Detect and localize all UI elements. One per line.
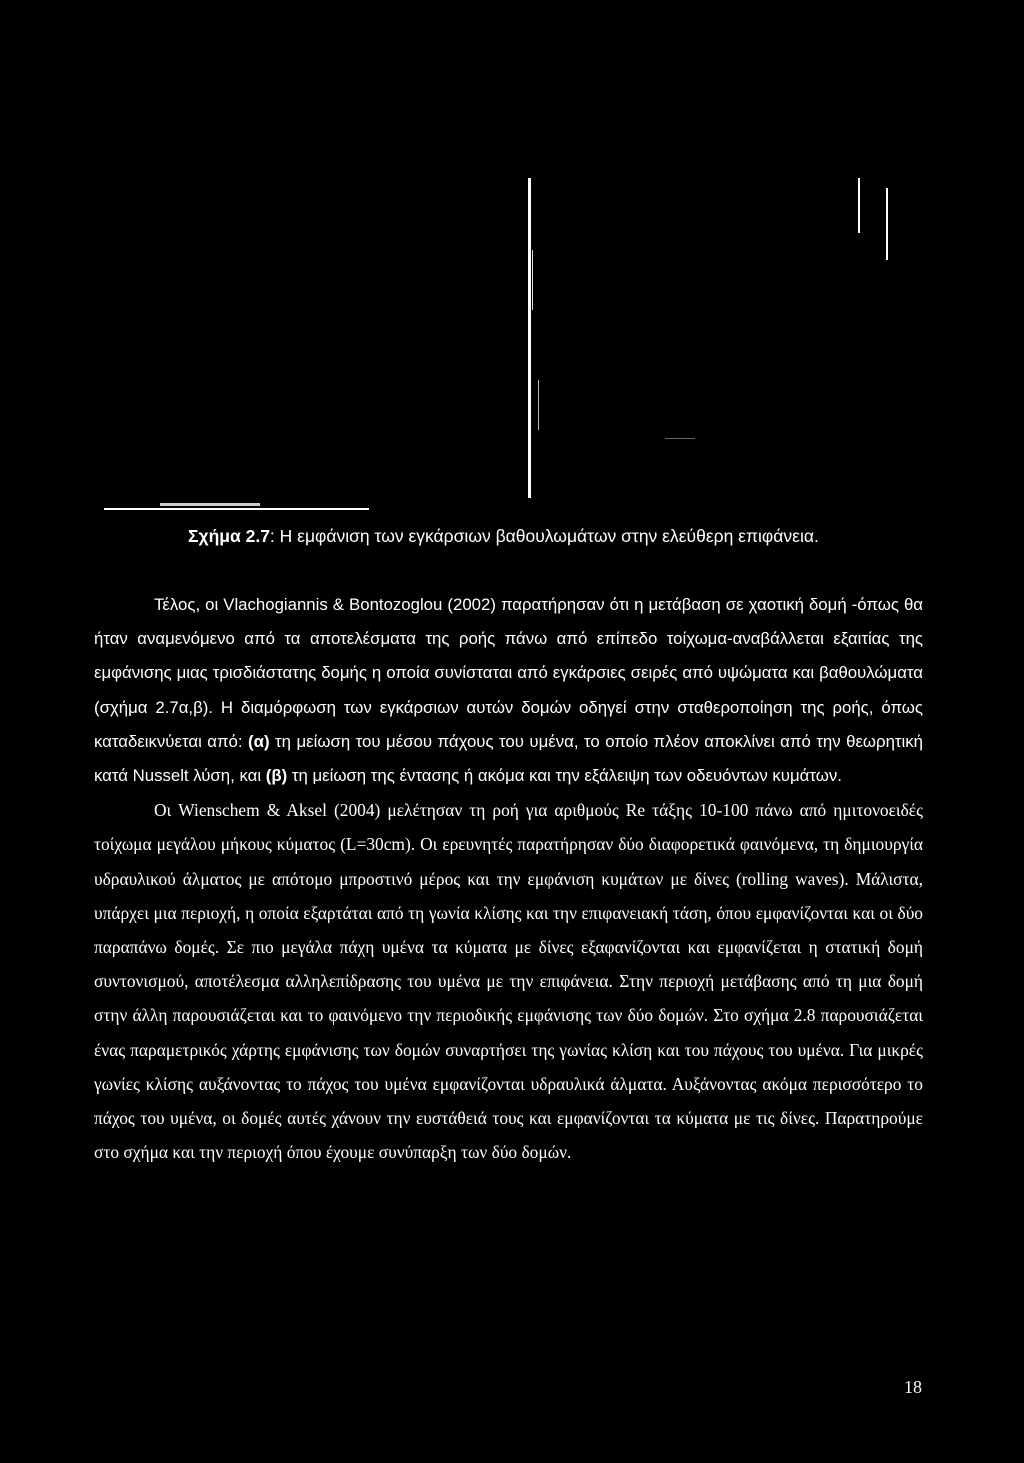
paragraph-1-text-a: Τέλος, οι Vlachogiannis & Bontozoglou (2002) παρατήρησαν ότι η μετάβαση σε χαοτική δομή -όπως θα ήταν αναμενόμενο από τα αποτελέσματα της ροής πάνω από επίπεδο τοίχωμα-αναβάλλεται εξαιτίας της εμφάνισης μιας τρισδιάστατης δομής η οποία συνίσταται από εγκάρσιες σειρές από υψώματα και βαθουλώματα (σχήμα 2.7α,β). Η διαμόρφωση των εγκάρσιων αυτών δομών οδηγεί στην σταθεροποίηση της ροής, όπως καταδεικνύεται από: — [94, 595, 923, 751]
figure-image — [0, 0, 1024, 520]
paragraph-1-label-b: (β) — [265, 766, 288, 786]
caption-text: : Η εμφάνιση των εγκάρσιων βαθουλωμάτων στην ελεύθερη επιφάνεια. — [269, 526, 819, 546]
figure-caption — [188, 526, 819, 547]
body-text — [94, 588, 923, 1169]
paragraph-1-label-a: (α) — [248, 731, 270, 751]
paragraph-1-text-b: τη μείωση του μέσου πάχους του υμένα, το οποίο πλέον αποκλίνει από την θεωρητική κατά Nusselt λύση, και — [94, 731, 923, 786]
caption-number: 7 — [260, 526, 270, 546]
paragraph-1-text-c: τη μείωση της έντασης ή ακόμα και την εξάλειψη των οδευόντων κυμάτων. — [287, 766, 842, 786]
page-number: 18 — [904, 1377, 922, 1397]
paragraph-1 — [94, 588, 923, 793]
paragraph-2: Οι Wienschem & Aksel (2004) μελέτησαν τη ροή για αριθμούς Re τάξης 10-100 πάνω από ημιτονοειδές τοίχωμα μεγάλου μήκους κύματος (L=30cm). Οι ερευνητές παρατήρησαν δύο διαφορετικά φαινόμενα, τη δημιουργία υδραυλικού άλματος με απότομο μπροστινό μέρος και την εμφάνιση κυμάτων με δίνες (rolling waves). Μάλιστα, υπάρχει μια περιοχή, η οποία εξαρτάται από τη γωνία κλίσης και την επιφανειακή τάση, όπου εμφανίζονται και οι δύο παραπάνω δομές. Σε πιο μεγάλα πάχη υμένα τα κύματα με δίνες εξαφανίζονται και εμφανίζεται η στατική δομή συντονισμού, αποτέλεσμα αλληλεπίδρασης του υμένα με την επιφάνεια. Στην περιοχή μετάβασης από τη μια δομή στην άλλη παρουσιάζεται και το φαινόμενο την περιοδικής εμφάνισης των δύο δομών. Στο σχήμα 2.8 παρουσιάζεται ένας παραμετρικός χάρτης εμφάνισης των δομών συναρτήσει της γωνίας κλίση και του πάχους του υμένα. Για μικρές γωνίες κλίσης αυξάνοντας το πάχος του υμένα εμφανίζονται υδραυλικά άλματα. Αυξάνοντας ακόμα περισσότερο το πάχος του υμένα, οι δομές αυτές χάνουν την ευστάθειά τους και εμφανίζονται τα κύματα με τις δίνες. Παρατηρούμε στο σχήμα και την περιοχή όπου έχουμε συνύπαρξη των δύο δομών. — [94, 800, 923, 1163]
figure-photo — [0, 0, 1024, 520]
caption-label: Σχήμα 2. — [188, 526, 261, 546]
